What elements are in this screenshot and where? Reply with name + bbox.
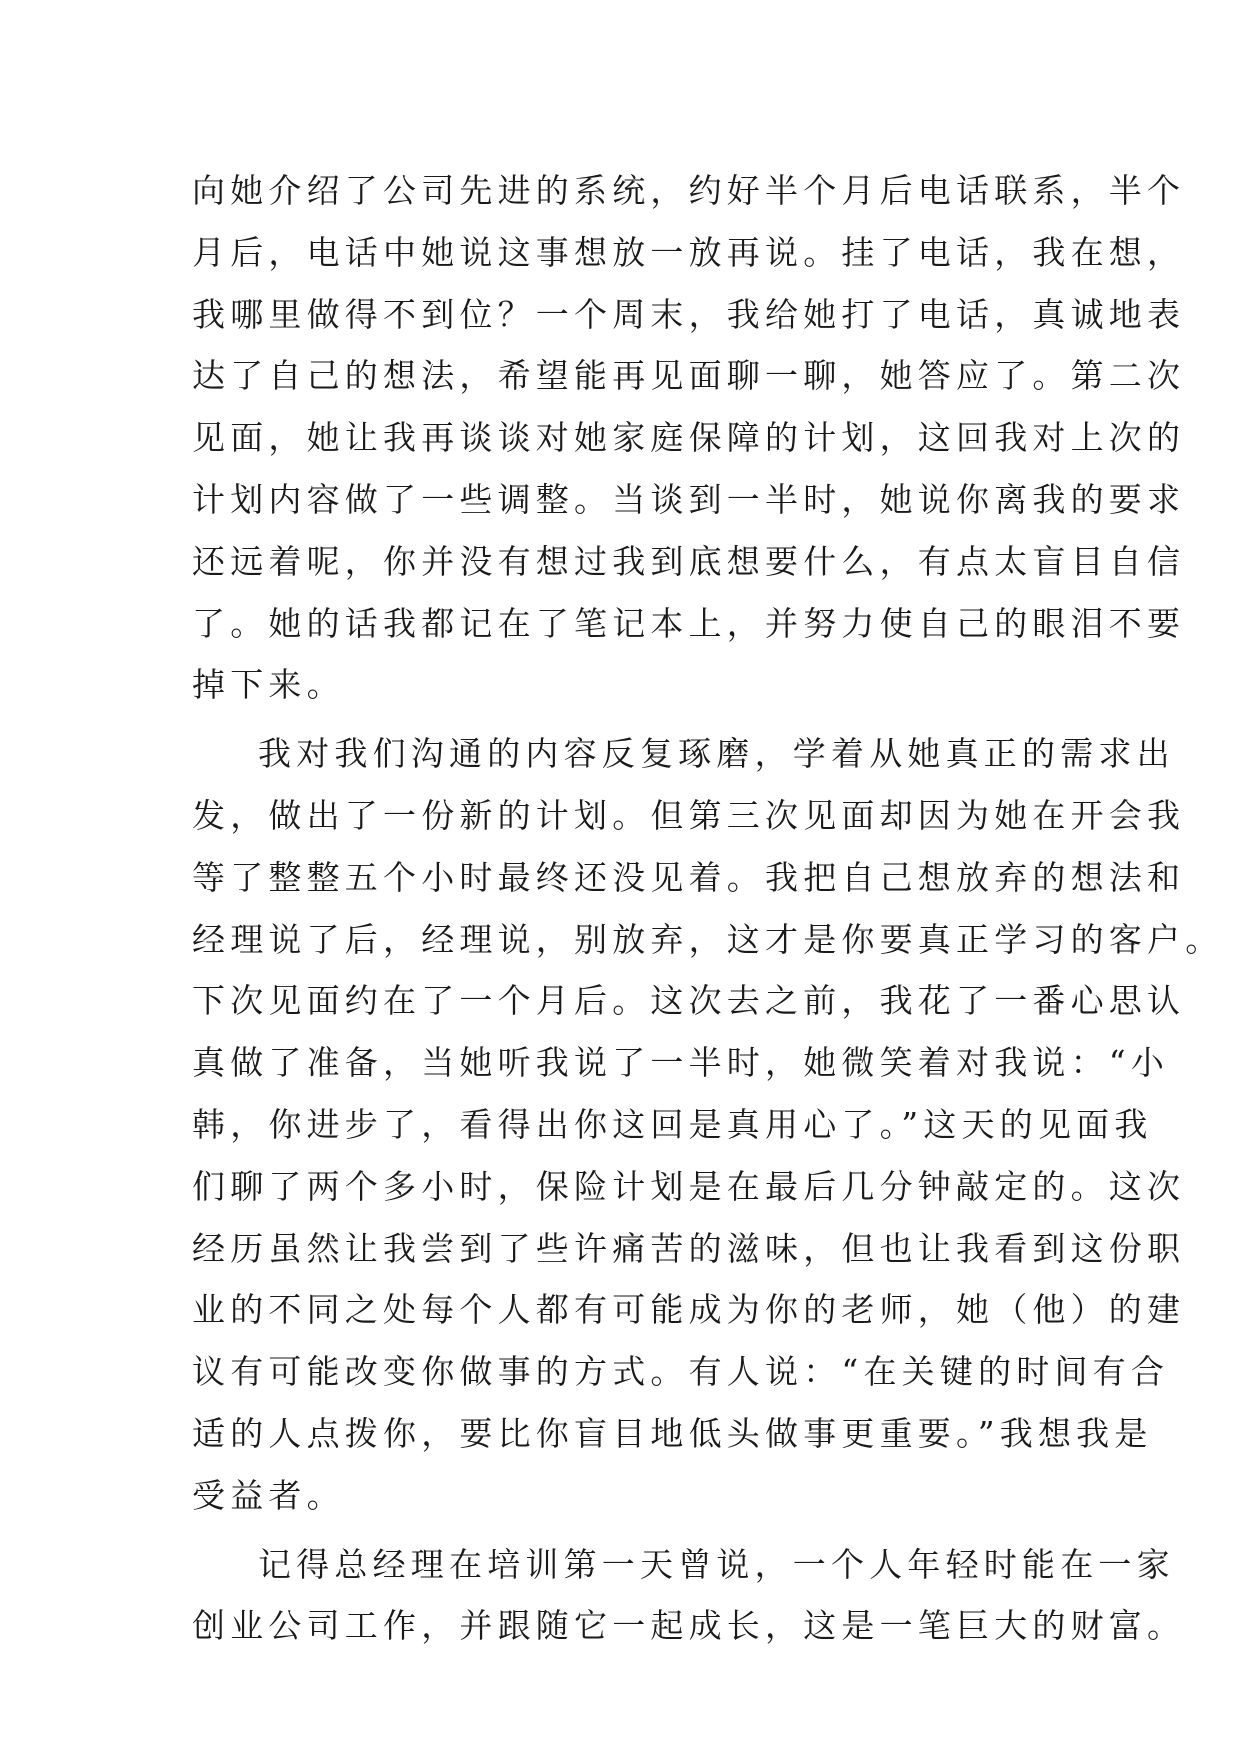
text-line: 月后，电话中她说这事想放一放再说。挂了电话，我在想， <box>192 232 1186 272</box>
text-line: 还远着呢，你并没有想过我到底想要什么，有点太盲目自信 <box>192 541 1186 581</box>
text-line: 议有可能改变你做事的方式。有人说：“在关键的时间有合 <box>192 1352 1170 1392</box>
paragraph-first-line: 我对我们沟通的内容反复琢磨，学着从她真正的需求出 <box>258 734 1175 774</box>
text-line: 真做了准备，当她听我说了一半时，她微笑着对我说：“小 <box>192 1043 1170 1083</box>
text-line: 了。她的话我都记在了笔记本上，并努力使自己的眼泪不要 <box>192 603 1186 643</box>
text-line: 达了自己的想法，希望能再见面聊一聊，她答应了。第二次 <box>192 356 1186 396</box>
text-line: 适的人点拨你，要比你盲目地低头做事更重要。”我想我是 <box>192 1413 1153 1453</box>
text-line: 向她介绍了公司先进的系统，约好半个月后电话联系，半个 <box>192 171 1186 210</box>
body-text <box>192 160 1224 1657</box>
text-line: 下次见面约在了一个月后。这次去之前，我花了一番心思认 <box>192 981 1186 1021</box>
text-line: 创业公司工作，并跟随它一起成长，这是一笔巨大的财富。 <box>192 1606 1186 1646</box>
text-line: 们聊了两个多小时，保险计划是在最后几分钟敲定的。这次 <box>192 1166 1186 1206</box>
text-line: 经历虽然让我尝到了些许痛苦的滋味，但也让我看到这份职 <box>192 1228 1186 1268</box>
text-line: 掉下来。 <box>192 665 345 705</box>
text-line: 受益者。 <box>192 1475 345 1515</box>
text-line: 发，做出了一份新的计划。但第三次见面却因为她在开会我 <box>192 795 1186 835</box>
text-line: 经理说了后，经理说，别放弃，这才是你要真正学习的客户。 <box>192 919 1224 959</box>
text-line: 计划内容做了一些调整。当谈到一半时，她说你离我的要求 <box>192 479 1186 519</box>
text-line: 我哪里做得不到位？一个周末，我给她打了电话，真诚地表 <box>192 294 1186 334</box>
text-line: 韩，你进步了，看得出你这回是真用心了。”这天的见面我 <box>192 1104 1153 1144</box>
text-line: 见面，她让我再谈谈对她家庭保障的计划，这回我对上次的 <box>192 418 1186 458</box>
text-line: 等了整整五个小时最终还没见着。我把自己想放弃的想法和 <box>192 857 1186 897</box>
paragraph-first-line: 记得总经理在培训第一天曾说，一个人年轻时能在一家 <box>258 1544 1175 1584</box>
text-line: 业的不同之处每个人都有可能成为你的老师，她（他）的建 <box>192 1290 1186 1330</box>
